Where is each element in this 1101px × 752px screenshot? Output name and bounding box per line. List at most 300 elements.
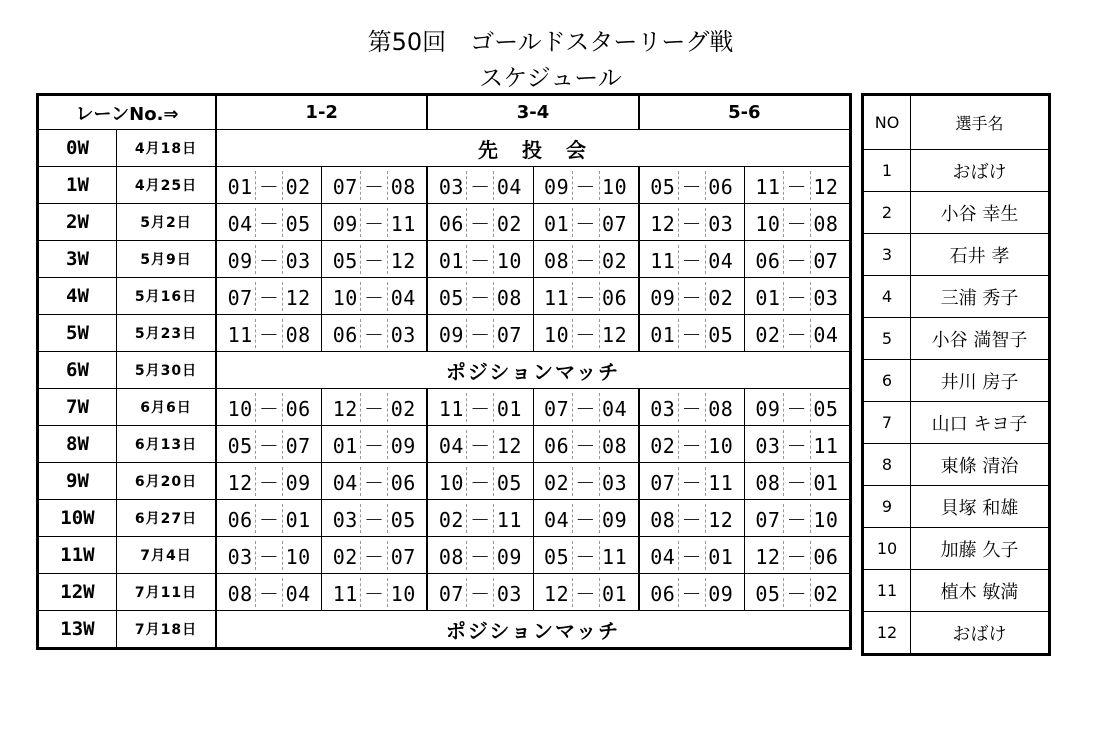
date-cell: 4月25日	[116, 167, 216, 204]
player-row	[863, 486, 1050, 528]
player-row	[863, 360, 1050, 402]
player-b-number: 02	[496, 211, 522, 236]
matchup-cell	[744, 278, 850, 315]
versus-dash: －	[360, 467, 388, 496]
versus-dash: －	[255, 504, 283, 533]
matchup-cell	[427, 315, 533, 352]
special-event-cell: 先 投 会	[216, 130, 850, 167]
versus-dash: －	[572, 393, 600, 422]
player-name-cell: 植木 敏満	[911, 570, 1050, 612]
versus-dash: －	[466, 282, 494, 311]
player-b-number: 06	[390, 470, 416, 495]
player-a-number: 01	[755, 285, 781, 310]
versus-dash: －	[255, 578, 283, 607]
player-a-number: 03	[650, 396, 676, 421]
player-b-number: 07	[496, 322, 522, 347]
week-cell: 11W	[38, 537, 117, 574]
versus-dash: －	[360, 430, 388, 459]
player-b-number: 03	[602, 470, 628, 495]
player-name-cell: 貝塚 和雄	[911, 486, 1050, 528]
date-cell: 7月11日	[116, 574, 216, 611]
schedule-row	[38, 278, 851, 315]
player-no-cell: 2	[863, 192, 911, 234]
player-a-number: 10	[544, 322, 570, 347]
player-no-cell: 4	[863, 276, 911, 318]
player-a-number: 06	[332, 322, 358, 347]
matchup-cell	[639, 537, 745, 574]
schedule-row	[38, 574, 851, 611]
matchup-cell	[533, 278, 639, 315]
versus-dash: －	[572, 171, 600, 200]
player-no-cell: 9	[863, 486, 911, 528]
player-b-number: 06	[285, 396, 311, 421]
player-b-number: 08	[708, 396, 734, 421]
player-b-number: 03	[390, 322, 416, 347]
player-a-number: 02	[755, 322, 781, 347]
versus-dash: －	[678, 541, 706, 570]
player-b-number: 08	[496, 285, 522, 310]
player-a-number: 04	[332, 470, 358, 495]
matchup-cell	[533, 204, 639, 241]
player-b-number: 12	[813, 174, 839, 199]
matchup-cell	[216, 500, 322, 537]
player-b-number: 09	[496, 544, 522, 569]
player-b-number: 12	[602, 322, 628, 347]
player-b-number: 11	[390, 211, 416, 236]
date-cell: 6月27日	[116, 500, 216, 537]
matchup-cell	[216, 426, 322, 463]
player-a-number: 11	[755, 174, 781, 199]
matchup-cell	[639, 574, 745, 611]
player-no-cell: 11	[863, 570, 911, 612]
versus-dash: －	[678, 319, 706, 348]
player-a-number: 09	[650, 285, 676, 310]
versus-dash: －	[360, 393, 388, 422]
matchup-cell	[322, 241, 428, 278]
player-a-number: 08	[438, 544, 464, 569]
versus-dash: －	[783, 504, 811, 533]
player-b-number: 12	[390, 248, 416, 273]
player-a-number: 05	[438, 285, 464, 310]
versus-dash: －	[572, 245, 600, 274]
player-b-number: 09	[285, 470, 311, 495]
player-a-number: 01	[227, 174, 253, 199]
player-row	[863, 192, 1050, 234]
schedule-row	[38, 463, 851, 500]
schedule-row	[38, 389, 851, 426]
player-b-number: 10	[602, 174, 628, 199]
player-a-number: 04	[438, 433, 464, 458]
versus-dash: －	[255, 430, 283, 459]
player-b-number: 07	[285, 433, 311, 458]
player-b-number: 08	[602, 433, 628, 458]
player-a-number: 05	[332, 248, 358, 273]
versus-dash: －	[572, 504, 600, 533]
matchup-cell	[427, 167, 533, 204]
player-b-number: 01	[602, 581, 628, 606]
matchup-cell	[216, 167, 322, 204]
player-b-number: 05	[390, 507, 416, 532]
matchup-cell	[533, 463, 639, 500]
matchup-cell	[427, 574, 533, 611]
player-a-number: 11	[650, 248, 676, 273]
player-a-number: 12	[544, 581, 570, 606]
versus-dash: －	[466, 430, 494, 459]
player-b-number: 04	[390, 285, 416, 310]
player-b-number: 05	[813, 396, 839, 421]
schedule-row	[38, 130, 851, 167]
date-cell: 5月16日	[116, 278, 216, 315]
player-b-number: 12	[708, 507, 734, 532]
player-row	[863, 234, 1050, 276]
player-b-number: 06	[813, 544, 839, 569]
player-a-number: 06	[544, 433, 570, 458]
matchup-cell	[533, 241, 639, 278]
versus-dash: －	[466, 541, 494, 570]
player-a-number: 10	[227, 396, 253, 421]
matchup-cell	[744, 574, 850, 611]
versus-dash: －	[572, 541, 600, 570]
player-name-cell: 三浦 秀子	[911, 276, 1050, 318]
matchup-cell	[427, 204, 533, 241]
player-a-number: 07	[650, 470, 676, 495]
player-b-number: 01	[285, 507, 311, 532]
player-b-number: 12	[285, 285, 311, 310]
matchup-cell	[744, 426, 850, 463]
versus-dash: －	[783, 208, 811, 237]
matchup-cell	[216, 389, 322, 426]
player-a-number: 05	[227, 433, 253, 458]
week-cell: 8W	[38, 426, 117, 463]
player-b-number: 02	[285, 174, 311, 199]
matchup-cell	[322, 315, 428, 352]
week-cell: 4W	[38, 278, 117, 315]
player-a-number: 04	[544, 507, 570, 532]
player-b-number: 03	[813, 285, 839, 310]
player-b-number: 07	[602, 211, 628, 236]
date-cell: 5月9日	[116, 241, 216, 278]
schedule-row	[38, 537, 851, 574]
player-b-number: 10	[813, 507, 839, 532]
lane-header: 5-6	[639, 95, 851, 130]
player-b-number: 06	[708, 174, 734, 199]
versus-dash: －	[360, 504, 388, 533]
player-b-number: 07	[390, 544, 416, 569]
player-a-number: 06	[438, 211, 464, 236]
player-b-number: 02	[708, 285, 734, 310]
versus-dash: －	[466, 504, 494, 533]
player-b-number: 07	[813, 248, 839, 273]
player-a-number: 06	[755, 248, 781, 273]
versus-dash: －	[255, 245, 283, 274]
versus-dash: －	[678, 578, 706, 607]
matchup-cell	[744, 204, 850, 241]
player-a-number: 03	[332, 507, 358, 532]
player-a-number: 09	[755, 396, 781, 421]
player-name-cell: 井川 房子	[911, 360, 1050, 402]
player-no-cell: 10	[863, 528, 911, 570]
player-b-number: 10	[285, 544, 311, 569]
player-a-number: 04	[227, 211, 253, 236]
matchup-cell	[639, 315, 745, 352]
week-cell: 3W	[38, 241, 117, 278]
player-row	[863, 318, 1050, 360]
player-b-number: 04	[496, 174, 522, 199]
matchup-cell	[533, 167, 639, 204]
player-b-number: 11	[496, 507, 522, 532]
matchup-cell	[639, 167, 745, 204]
versus-dash: －	[783, 282, 811, 311]
matchup-cell	[216, 241, 322, 278]
matchup-cell	[427, 500, 533, 537]
versus-dash: －	[360, 171, 388, 200]
player-b-number: 10	[390, 581, 416, 606]
player-a-number: 07	[544, 396, 570, 421]
player-no-cell: 3	[863, 234, 911, 276]
player-name-cell: おばけ	[911, 612, 1050, 655]
matchup-cell	[744, 500, 850, 537]
versus-dash: －	[572, 208, 600, 237]
week-cell: 9W	[38, 463, 117, 500]
player-b-number: 10	[708, 433, 734, 458]
player-b-number: 03	[496, 581, 522, 606]
versus-dash: －	[466, 319, 494, 348]
player-a-number: 03	[438, 174, 464, 199]
schedule-table	[36, 93, 852, 650]
versus-dash: －	[783, 467, 811, 496]
player-name-cell: 小谷 幸生	[911, 192, 1050, 234]
schedule-row	[38, 426, 851, 463]
versus-dash: －	[360, 282, 388, 311]
matchup-cell	[322, 426, 428, 463]
player-row	[863, 276, 1050, 318]
week-cell: 12W	[38, 574, 117, 611]
versus-dash: －	[255, 467, 283, 496]
matchup-cell	[639, 278, 745, 315]
week-cell: 0W	[38, 130, 117, 167]
matchup-cell	[322, 278, 428, 315]
date-cell: 5月30日	[116, 352, 216, 389]
player-a-number: 11	[227, 322, 253, 347]
versus-dash: －	[783, 319, 811, 348]
player-b-number: 01	[708, 544, 734, 569]
versus-dash: －	[255, 208, 283, 237]
player-no-cell: 6	[863, 360, 911, 402]
matchup-cell	[744, 389, 850, 426]
schedule-row	[38, 241, 851, 278]
versus-dash: －	[783, 578, 811, 607]
matchup-cell	[322, 389, 428, 426]
matchup-cell	[533, 426, 639, 463]
matchup-cell	[639, 463, 745, 500]
player-b-number: 11	[602, 544, 628, 569]
versus-dash: －	[255, 393, 283, 422]
player-a-number: 12	[650, 211, 676, 236]
versus-dash: －	[678, 504, 706, 533]
matchup-cell	[533, 500, 639, 537]
player-a-number: 08	[755, 470, 781, 495]
player-b-number: 09	[708, 581, 734, 606]
matchup-cell	[533, 315, 639, 352]
page-subtitle: スケジュール	[479, 64, 622, 92]
versus-dash: －	[572, 282, 600, 311]
player-b-number: 02	[602, 248, 628, 273]
versus-dash: －	[466, 208, 494, 237]
player-table	[861, 93, 1051, 656]
matchup-cell	[216, 537, 322, 574]
versus-dash: －	[466, 578, 494, 607]
week-cell: 10W	[38, 500, 117, 537]
player-b-number: 08	[813, 211, 839, 236]
player-row	[863, 528, 1050, 570]
player-b-number: 03	[708, 211, 734, 236]
matchup-cell	[744, 315, 850, 352]
player-row	[863, 444, 1050, 486]
matchup-cell	[744, 463, 850, 500]
player-no-cell: 7	[863, 402, 911, 444]
player-row	[863, 570, 1050, 612]
player-a-number: 10	[755, 211, 781, 236]
player-a-number: 05	[544, 544, 570, 569]
matchup-cell	[216, 204, 322, 241]
player-a-number: 01	[438, 248, 464, 273]
versus-dash: －	[466, 393, 494, 422]
matchup-cell	[533, 574, 639, 611]
matchup-cell	[216, 574, 322, 611]
player-a-number: 03	[755, 433, 781, 458]
versus-dash: －	[360, 541, 388, 570]
schedule-row	[38, 352, 851, 389]
matchup-cell	[744, 241, 850, 278]
matchup-cell	[216, 278, 322, 315]
player-a-number: 12	[227, 470, 253, 495]
player-b-number: 04	[285, 581, 311, 606]
player-a-number: 01	[332, 433, 358, 458]
date-cell: 7月4日	[116, 537, 216, 574]
versus-dash: －	[360, 208, 388, 237]
versus-dash: －	[678, 171, 706, 200]
versus-dash: －	[255, 541, 283, 570]
player-b-number: 04	[708, 248, 734, 273]
player-a-number: 08	[544, 248, 570, 273]
player-a-number: 06	[650, 581, 676, 606]
schedule-row	[38, 315, 851, 352]
versus-dash: －	[678, 393, 706, 422]
versus-dash: －	[360, 578, 388, 607]
matchup-cell	[427, 537, 533, 574]
player-a-number: 09	[438, 322, 464, 347]
date-cell: 6月6日	[116, 389, 216, 426]
matchup-cell	[322, 574, 428, 611]
date-cell: 6月13日	[116, 426, 216, 463]
player-a-number: 09	[332, 211, 358, 236]
player-a-number: 12	[755, 544, 781, 569]
player-a-number: 02	[650, 433, 676, 458]
week-cell: 7W	[38, 389, 117, 426]
player-a-number: 05	[650, 174, 676, 199]
matchup-cell	[216, 463, 322, 500]
player-a-number: 07	[755, 507, 781, 532]
versus-dash: －	[466, 245, 494, 274]
player-b-number: 03	[285, 248, 311, 273]
player-a-number: 12	[332, 396, 358, 421]
player-b-number: 01	[496, 396, 522, 421]
week-cell: 6W	[38, 352, 117, 389]
player-name-cell: 東條 清治	[911, 444, 1050, 486]
matchup-cell	[639, 241, 745, 278]
player-a-number: 09	[544, 174, 570, 199]
date-cell: 5月23日	[116, 315, 216, 352]
lane-header-label: レーンNo.⇒	[38, 95, 217, 130]
page-title: 第50回 ゴールドスターリーグ戦	[367, 28, 734, 56]
player-no-header: NO	[863, 95, 911, 150]
versus-dash: －	[678, 245, 706, 274]
matchup-cell	[322, 167, 428, 204]
player-name-cell: 山口 キヨ子	[911, 402, 1050, 444]
matchup-cell	[427, 463, 533, 500]
matchup-cell	[216, 315, 322, 352]
player-b-number: 11	[708, 470, 734, 495]
player-b-number: 11	[813, 433, 839, 458]
player-a-number: 06	[227, 507, 253, 532]
player-a-number: 02	[544, 470, 570, 495]
date-cell: 5月2日	[116, 204, 216, 241]
lane-header: 3-4	[427, 95, 638, 130]
player-a-number: 11	[544, 285, 570, 310]
player-name-header: 選手名	[911, 95, 1050, 150]
player-no-cell: 8	[863, 444, 911, 486]
player-a-number: 07	[332, 174, 358, 199]
player-b-number: 05	[708, 322, 734, 347]
player-a-number: 10	[332, 285, 358, 310]
versus-dash: －	[783, 430, 811, 459]
player-a-number: 07	[227, 285, 253, 310]
player-b-number: 08	[285, 322, 311, 347]
special-event-cell: ポジションマッチ	[216, 611, 850, 649]
versus-dash: －	[572, 578, 600, 607]
week-cell: 5W	[38, 315, 117, 352]
matchup-cell	[322, 500, 428, 537]
player-b-number: 09	[390, 433, 416, 458]
date-cell: 4月18日	[116, 130, 216, 167]
matchup-cell	[427, 241, 533, 278]
matchup-cell	[427, 278, 533, 315]
versus-dash: －	[783, 393, 811, 422]
player-row	[863, 402, 1050, 444]
matchup-cell	[639, 426, 745, 463]
player-name-cell: 石井 孝	[911, 234, 1050, 276]
player-b-number: 04	[602, 396, 628, 421]
matchup-cell	[744, 537, 850, 574]
week-cell: 2W	[38, 204, 117, 241]
versus-dash: －	[255, 282, 283, 311]
player-a-number: 09	[227, 248, 253, 273]
versus-dash: －	[572, 319, 600, 348]
player-a-number: 08	[650, 507, 676, 532]
player-b-number: 12	[496, 433, 522, 458]
player-row	[863, 150, 1050, 192]
schedule-header-row	[38, 95, 851, 130]
matchup-cell	[639, 389, 745, 426]
player-b-number: 06	[602, 285, 628, 310]
versus-dash: －	[572, 467, 600, 496]
matchup-cell	[744, 167, 850, 204]
week-cell: 13W	[38, 611, 117, 649]
versus-dash: －	[783, 541, 811, 570]
matchup-cell	[639, 500, 745, 537]
player-no-cell: 1	[863, 150, 911, 192]
schedule-row	[38, 204, 851, 241]
